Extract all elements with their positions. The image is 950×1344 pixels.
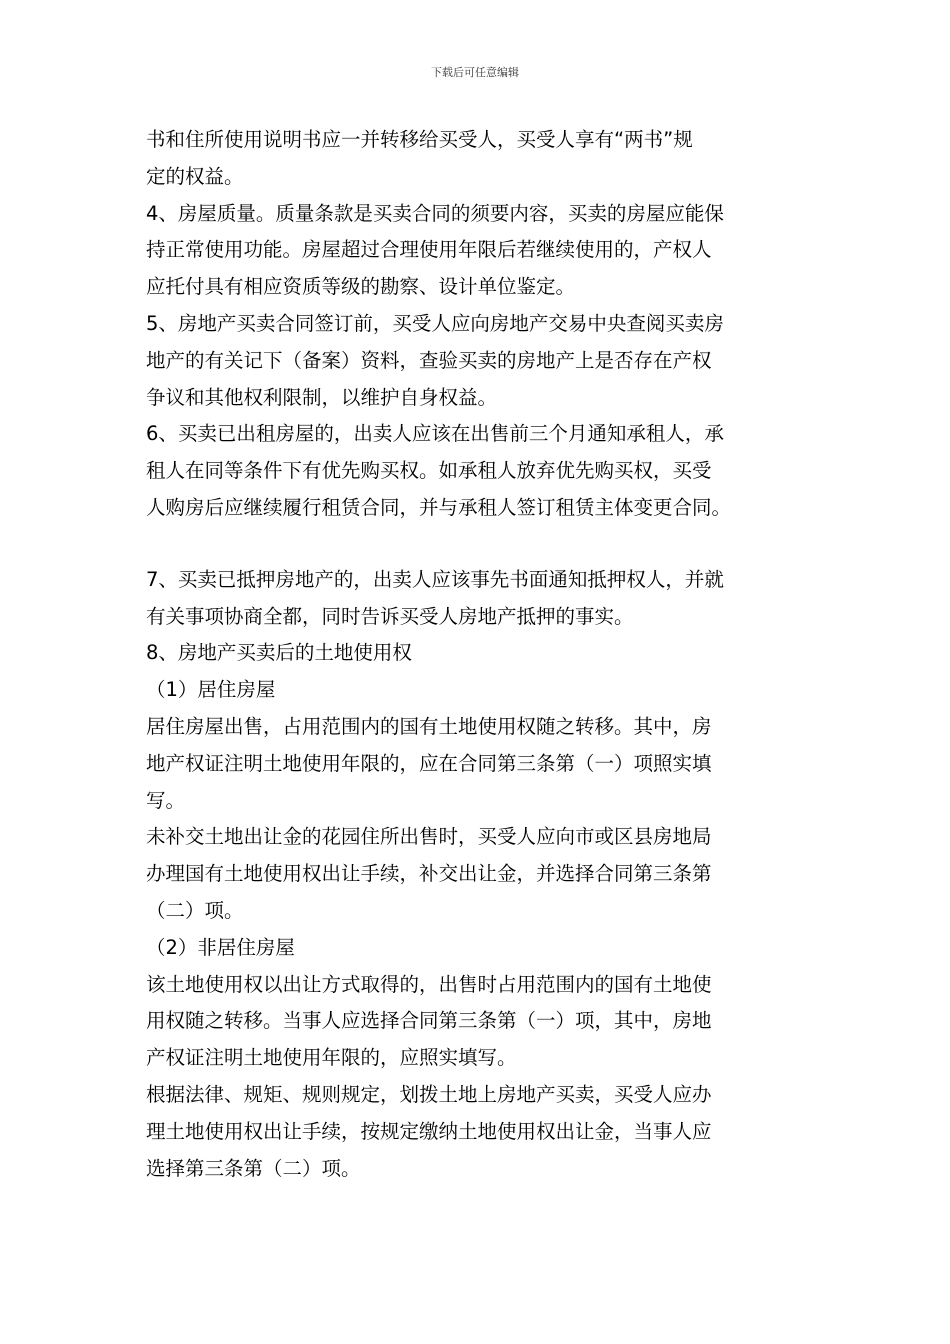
text-line: 5、房地产买卖合同签订前，买受人应向房地产交易中央查阅买卖房	[146, 311, 724, 335]
text-line: 理土地使用权出让手续，按规定缴纳土地使用权出让金，当事人应	[146, 1119, 712, 1143]
text-line: 地产权证注明土地使用年限的，应在合同第三条第（一）项照实填	[146, 751, 712, 775]
text-line: 8、房地产买卖后的土地使用权	[146, 641, 412, 665]
text-line: 书和住所使用说明书应一并转移给买受人，买受人享有“两书”规	[146, 128, 693, 151]
text-line: 6、买卖已出租房屋的，出卖人应该在出售前三个月通知承租人，承	[146, 422, 724, 446]
text-line: 未补交土地出让金的花园住所出售时，买受人应向市或区县房地局	[146, 825, 712, 849]
text-line: 7、买卖已抵押房地产的，出卖人应该事先书面通知抵押权人，并就	[146, 567, 724, 591]
text-line: 产权证注明土地使用年限的，应照实填写。	[146, 1046, 517, 1070]
text-line: 该土地使用权以出让方式取得的，出售时占用范围内的国有土地使	[146, 972, 712, 996]
page-header: 下载后可任意编辑	[431, 66, 519, 79]
text-line: 争议和其他权利限制，以维护自身权益。	[146, 385, 498, 409]
text-line: 人购房后应继续履行租赁合同，并与承租人签订租赁主体变更合同。	[146, 495, 732, 519]
text-line: 有关事项协商全都，同时告诉买受人房地产抵押的事实。	[146, 604, 634, 628]
paragraph-gap	[146, 527, 826, 562]
document-body	[146, 122, 826, 1187]
text-line: 根据法律、规矩、规则规定，划拨土地上房地产买卖，买受人应办	[146, 1082, 712, 1106]
text-line: 4、房屋质量。质量条款是买卖合同的须要内容，买卖的房屋应能保	[146, 201, 724, 225]
text-line: （1）居住房屋	[146, 678, 276, 702]
text-line: 地产的有关记下（备案）资料，查验买卖的房地产上是否存在产权	[146, 348, 712, 372]
text-line: 居住房屋出售，占用范围内的国有土地使用权随之转移。其中，房	[146, 714, 712, 738]
text-line: 定的权益。	[146, 164, 244, 188]
paragraph-block-1	[146, 122, 826, 527]
text-line: 用权随之转移。当事人应选择合同第三条第（一）项，其中，房地	[146, 1009, 712, 1033]
text-line: 持正常使用功能。房屋超过合理使用年限后若继续使用的，产权人	[146, 238, 712, 262]
text-line: 租人在同等条件下有优先购买权。如承租人放弃优先购买权，买受	[146, 459, 712, 483]
text-line: （二）项。	[146, 898, 244, 922]
text-line: 办理国有土地使用权出让手续，补交出让金，并选择合同第三条第	[146, 862, 712, 886]
text-line: （2）非居住房屋	[146, 935, 295, 959]
text-line: 选择第三条第（二）项。	[146, 1156, 361, 1180]
text-line: 应托付具有相应资质等级的勘察、设计单位鉴定。	[146, 275, 576, 299]
text-line: 写。	[146, 788, 186, 812]
paragraph-block-2	[146, 562, 826, 1188]
